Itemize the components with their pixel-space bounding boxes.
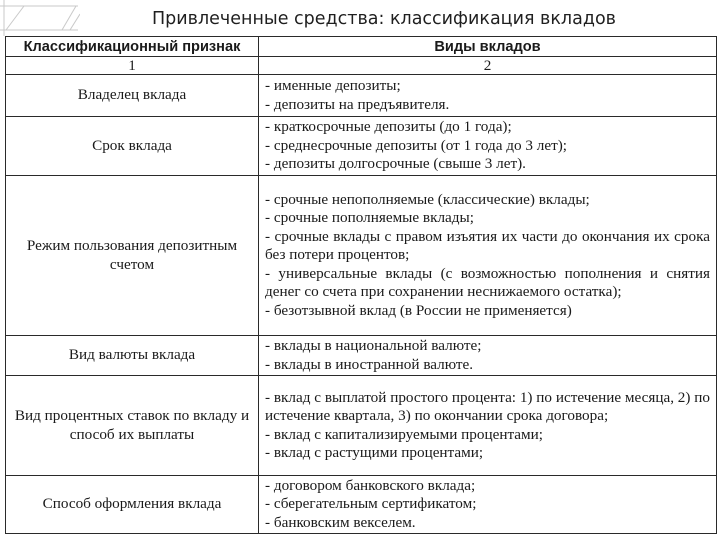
kind-item: - срочные пополняемые вклады; xyxy=(265,209,474,227)
kind-item: - безотзывной вклад (в России не применяется) xyxy=(265,301,572,319)
column-number-1: 1 xyxy=(6,57,259,75)
feature-cell: Владелец вклада xyxy=(6,75,259,117)
kind-item: - срочные непополняемые (классические) вклады; xyxy=(265,190,590,208)
kind-item: - вклад с выплатой простого процента: 1) по истечение месяца, 2) по истечение квартала, 3) по окончании срока договора; xyxy=(265,388,710,424)
header-row xyxy=(6,37,717,57)
page-title: Привлеченные средства: классификация вкладов xyxy=(152,9,616,29)
kind-item: - вклады в национальной валюте; xyxy=(265,337,482,354)
kind-item: - депозиты на предъявителя. xyxy=(265,95,450,113)
corner-decoration xyxy=(0,0,80,36)
kinds-cell xyxy=(259,376,717,476)
kind-item: - краткосрочные депозиты (до 1 года); xyxy=(265,118,512,136)
number-row xyxy=(6,57,717,75)
kinds-cell xyxy=(259,476,717,534)
kind-item: - депозиты долгосрочные (свыше 3 лет). xyxy=(265,155,526,173)
kind-item: - банковским векселем. xyxy=(265,513,416,531)
kind-item: - среднесрочные депозиты (от 1 года до 3 лет); xyxy=(265,136,567,154)
kinds-cell xyxy=(259,75,717,117)
feature-cell: Вид процентных ставок по вкладу и способ их выплаты xyxy=(6,376,259,476)
kind-item: - вклады в иностранной валюте. xyxy=(265,355,474,373)
classification-table xyxy=(5,36,717,534)
kind-item: - именные депозиты; xyxy=(265,77,401,94)
kinds-cell xyxy=(259,336,717,376)
kind-item: - вклад с капитализируемыми процентами; xyxy=(265,425,543,443)
column-number-2: 2 xyxy=(259,57,717,75)
kinds-cell xyxy=(259,176,717,336)
table-row xyxy=(6,117,717,176)
table-row xyxy=(6,476,717,534)
column-header-kinds: Виды вкладов xyxy=(259,37,717,57)
feature-cell: Срок вклада xyxy=(6,117,259,176)
table-row xyxy=(6,176,717,336)
kind-item: - сберегательным сертификатом; xyxy=(265,495,477,513)
kind-item: - вклад с растущими процентами; xyxy=(265,444,484,461)
table-row xyxy=(6,376,717,476)
column-header-feature: Классификационный признак xyxy=(6,37,259,57)
feature-cell: Вид валюты вклада xyxy=(6,336,259,376)
kinds-cell xyxy=(259,117,717,176)
kind-item: - универсальные вклады (с возможностью пополнения и снятия денег со счета при сохранении неснижаемого остатка); xyxy=(265,264,710,301)
kind-item: - срочные вклады с правом изъятия их части до окончания их срока без потери процентов; xyxy=(265,227,710,264)
feature-cell: Способ оформления вклада xyxy=(6,476,259,534)
kind-item: - договором банковского вклада; xyxy=(265,476,476,494)
table-row xyxy=(6,75,717,117)
table-row xyxy=(6,336,717,376)
feature-cell: Режим пользования депозитным счетом xyxy=(6,176,259,336)
